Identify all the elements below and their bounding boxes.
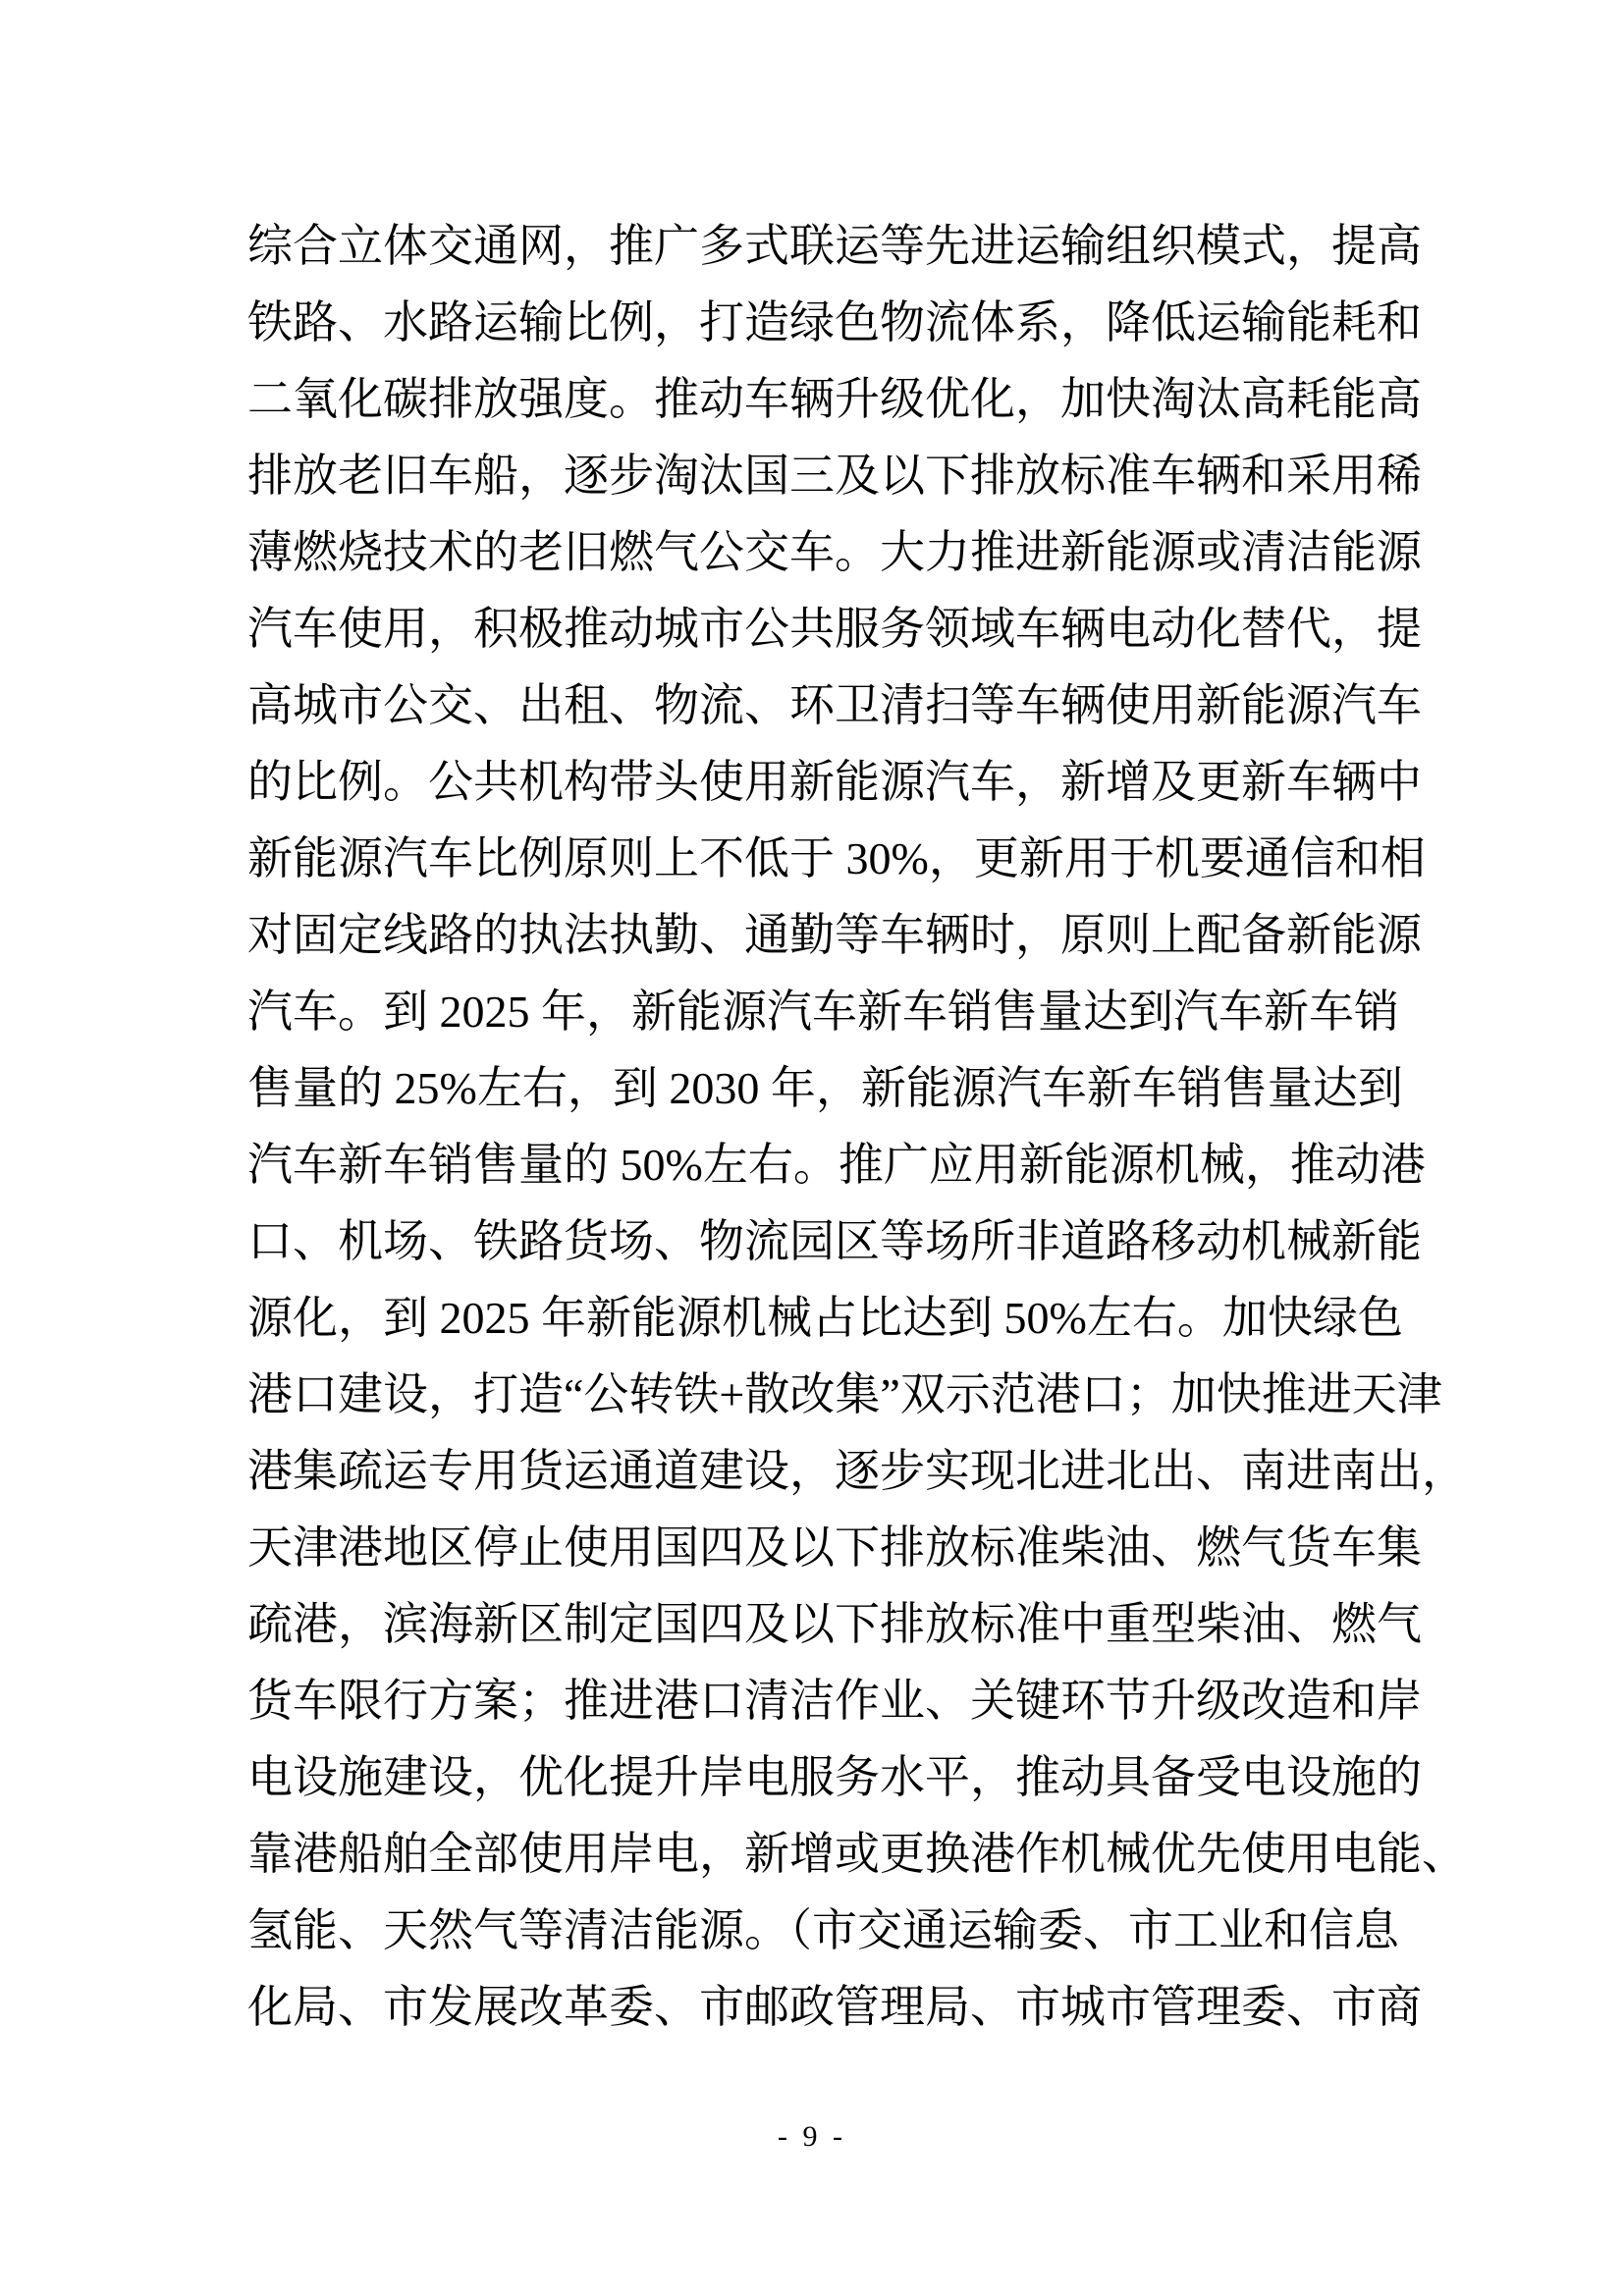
body-text-line: 汽车新车销售量的 50%左右。推广应用新能源机械，推动港 (247, 1140, 1426, 1190)
body-text-line: 货车限行方案；推进港口清洁作业、关键环节升级改造和岸 (247, 1676, 1422, 1726)
body-text-line: 新能源汽车比例原则上不低于 30%，更新用于机要通信和相 (247, 833, 1426, 883)
body-text-line: 港集疏运专用货运通道建设，逐步实现北进北出、南进南出， (247, 1446, 1467, 1496)
body-text-line: 的比例。公共机构带头使用新能源汽车，新增及更新车辆中 (247, 757, 1422, 807)
body-text-line: 化局、市发展改革委、市邮政管理局、市城市管理委、市商 (247, 1982, 1422, 2032)
body-text-line: 汽车使用，积极推动城市公共服务领域车辆电动化替代，提 (247, 604, 1422, 654)
body-text-line: 薄燃烧技术的老旧燃气公交车。大力推进新能源或清洁能源 (247, 527, 1422, 577)
body-text-line: 二氧化碳排放强度。推动车辆升级优化，加快淘汰高耗能高 (247, 374, 1422, 424)
page-number: - 9 - (778, 2120, 846, 2153)
body-text-line: 氢能、天然气等清洁能源。（市交通运输委、市工业和信息 (247, 1905, 1399, 1955)
body-text-line: 电设施建设，优化提升岸电服务水平，推动具备受电设施的 (247, 1752, 1422, 1802)
body-text-line: 天津港地区停止使用国四及以下排放标准柴油、燃气货车集 (247, 1522, 1422, 1573)
body-text-line: 对固定线路的执法执勤、通勤等车辆时，原则上配备新能源 (247, 910, 1422, 960)
body-text-line: 口、机场、铁路货场、物流园区等场所非道路移动机械新能 (247, 1216, 1422, 1266)
body-text-line: 汽车。到 2025 年，新能源汽车新车销售量达到汽车新车销 (247, 987, 1399, 1037)
body-text-line: 综合立体交通网，推广多式联运等先进运输组织模式，提高 (247, 221, 1422, 271)
page-footer (0, 2120, 1624, 2154)
body-text-line: 源化，到 2025 年新能源机械占比达到 50%左右。加快绿色 (247, 1293, 1403, 1343)
body-text (247, 208, 1467, 2046)
body-text-line: 售量的 25%左右，到 2030 年，新能源汽车新车销售量达到 (247, 1063, 1403, 1113)
body-text-line: 疏港，滨海新区制定国四及以下排放标准中重型柴油、燃气 (247, 1599, 1422, 1649)
body-text-line: 铁路、水路运输比例，打造绿色物流体系，降低运输能耗和 (247, 297, 1422, 347)
body-text-line: 高城市公交、出租、物流、环卫清扫等车辆使用新能源汽车 (247, 680, 1422, 730)
body-text-line: 港口建设，打造“公转铁+散改集”双示范港口；加快推进天津 (247, 1369, 1442, 1419)
body-text-line: 排放老旧车船，逐步淘汰国三及以下排放标准车辆和采用稀 (247, 451, 1422, 501)
body-text-line: 靠港船舶全部使用岸电，新增或更换港作机械优先使用电能、 (247, 1829, 1467, 1879)
